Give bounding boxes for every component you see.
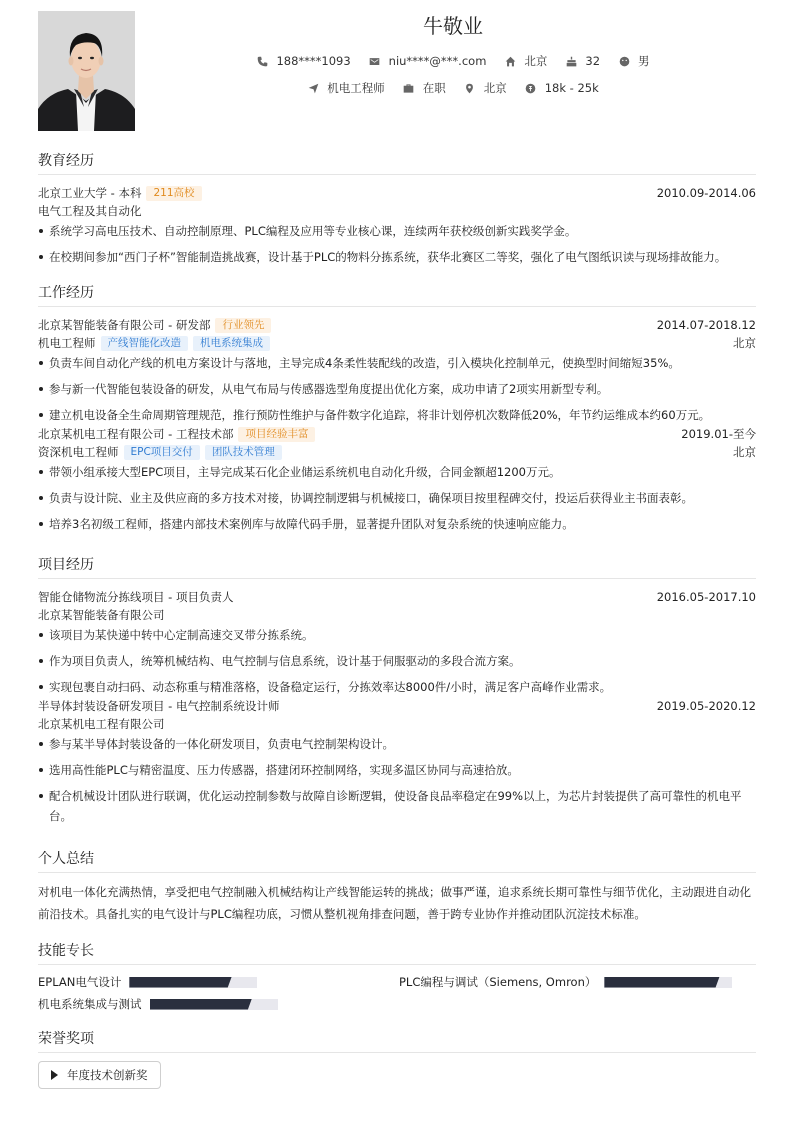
project-header [38,697,756,715]
list-item: 参与某半导体封装设备的一体化研发项目，负责电气控制架构设计。 [38,734,756,754]
section-title: 工作经历 [38,282,756,307]
skill-name: 机电系统集成与测试 [38,997,142,1011]
skill-item [399,974,732,990]
role-tag: EPC项目交付 [124,445,200,460]
list-item: 参与新一代智能包装设备的研发，从电气布局与传感器选型角度提出优化方案，成功申请了2项实用新型专利。 [38,379,756,399]
skill-item [38,996,278,1012]
job-location: 北京 [733,336,756,350]
project-period: 2019.05-2020.12 [656,699,756,713]
job-period: 2014.07-2018.12 [656,318,756,332]
age-value: 32 [585,54,601,68]
status-item [403,80,446,96]
skill-bar [129,977,257,988]
face-icon [618,55,630,67]
section-title: 荣誉奖项 [38,1028,756,1053]
project-bullets [38,734,756,826]
skills-row [38,993,756,1015]
job-role-row [38,443,756,461]
education-header [38,184,756,202]
skill-bar [150,999,278,1010]
section-title: 项目经历 [38,554,756,579]
skills-section [38,940,756,1015]
list-item: 作为项目负责人，统筹机械结构、电气控制与信息系统，设计基于伺服驱动的多段合流方案。 [38,651,756,671]
gender-value: 男 [638,54,650,68]
target-city-value: 北京 [483,81,507,95]
company-name: 北京某机电工程有限公司 - 工程技术部 [38,427,234,441]
skills-row [38,971,756,993]
list-item: 负责车间自动化产线的机电方案设计与落地，主导完成4条柔性装配线的改造，引入模块化控制单元，使换型时间缩短35%。 [38,353,756,373]
education-section [38,150,756,273]
project-name: 智能仓储物流分拣线项目 - 项目负责人 [38,590,234,604]
skill-bar-fill [129,977,231,988]
phone-icon [256,55,268,67]
city-item [504,53,547,69]
list-item: 该项目为某快递中转中心定制高速交叉带分拣系统。 [38,625,756,645]
target-city-item [464,80,507,96]
job-role: 机电工程师 [38,336,96,350]
job-role: 资深机电工程师 [38,445,119,459]
section-title: 技能专长 [38,940,756,965]
skill-bar [604,977,732,988]
city-value: 北京 [524,54,548,68]
coin-icon [525,82,537,94]
company-tag: 项目经验丰富 [238,427,315,442]
email-item [369,54,487,68]
phone-value: 188****1093 [276,54,351,68]
cake-icon [565,55,577,67]
status-value: 在职 [422,81,446,95]
summary-text: 对机电一体化充满热情，享受把电气控制融入机械结构让产线智能运转的挑战；做事严谨，追求系统长期可靠性与细节优化，主动跟进自动化前沿技术。具备扎实的电气设计与PLC编程功底，习惯从整机视角排查问题，善于跨专业协作并推动团队沉淀技术标准。 [38,885,751,921]
company-tag: 行业领先 [215,318,271,333]
list-item: 建立机电设备全生命周期管理规范，推行预防性维护与备件数字化追踪，将非计划停机次数降低20%，年节约运维成本约60万元。 [38,405,756,425]
job-location: 北京 [733,445,756,459]
play-icon [51,1070,58,1080]
job-title-item [307,80,385,96]
home-icon [504,55,516,67]
job-bullets [38,353,756,425]
award-item[interactable] [38,1061,161,1089]
skill-bar-fill [150,999,252,1010]
phone-item [256,54,350,68]
list-item: 带领小组承接大型EPC项目，主导完成某石化企业储运系统机电自动化升级，合同金额超1200万元。 [38,462,756,482]
skill-name: PLC编程与调试（Siemens, Omron） [399,975,597,989]
list-item: 在校期间参加“西门子杯”智能制造挑战赛，设计基于PLC的物料分拣系统，获华北赛区二等奖，强化了电气图纸识读与现场排故能力。 [38,247,756,267]
send-icon [307,82,319,94]
project-company: 北京某机电工程有限公司 [38,717,165,731]
list-item: 选用高性能PLC与精密温度、压力传感器，搭建闭环控制网络，实现多温区协同与高速拾放。 [38,760,756,780]
section-title: 个人总结 [38,848,756,873]
list-item: 负责与设计院、业主及供应商的多方技术对接，协调控制逻辑与机械接口，确保项目按里程碑交付，投运后获得业主书面表彰。 [38,488,756,508]
section-title: 教育经历 [38,150,756,175]
location-pin-icon [464,82,476,94]
project-header [38,588,756,606]
project-name: 半导体封装设备研发项目 - 电气控制系统设计师 [38,699,280,713]
job-period: 2019.01-至今 [681,427,756,441]
list-item: 系统学习高电压技术、自动控制原理、PLC编程及应用等专业核心课，连续两年获校级创新实践奖学金。 [38,221,756,241]
major: 电气工程及其自动化 [38,204,142,218]
company-name: 北京某智能装备有限公司 - 研发部 [38,318,211,332]
projects-section [38,554,756,832]
profile-photo [38,11,135,131]
education-bullets [38,221,756,267]
job-info-row [150,80,756,96]
role-tag: 团队技术管理 [205,445,282,460]
school-tag: 211高校 [146,186,201,201]
job-header [38,316,756,334]
project-company: 北京某智能装备有限公司 [38,608,165,622]
role-tag: 产线智能化改造 [101,336,189,351]
summary-section [38,848,756,925]
list-item: 培养3名初级工程师，搭建内部技术案例库与故障代码手册，显著提升团队对复杂系统的快速响应能力。 [38,514,756,534]
gender-item [618,53,650,69]
contact-info-row [150,53,756,69]
salary-value: 18k - 25k [544,81,599,95]
job-bullets [38,462,756,534]
skill-bar-fill [604,977,719,988]
work-section [38,282,756,540]
role-tag: 机电系统集成 [193,336,270,351]
project-bullets [38,625,756,697]
job-role-row [38,334,756,352]
school-name: 北京工业大学 - 本科 [38,186,142,200]
project-period: 2016.05-2017.10 [656,590,756,604]
job-header [38,425,756,443]
skill-name: EPLAN电气设计 [38,975,122,989]
education-period: 2010.09-2014.06 [656,186,756,200]
briefcase-icon [403,82,415,94]
honors-section [38,1028,756,1089]
list-item: 配合机械设计团队进行联调，优化运动控制参数与故障自诊断逻辑，使设备良品率稳定在99%以上，为芯片封装提供了高可靠性的机电平台。 [38,786,756,826]
skill-item [38,974,399,990]
mail-icon [369,55,381,67]
salary-item [525,81,599,95]
award-name: 年度技术创新奖 [67,1068,148,1082]
email-value: niu****@***.com [388,54,487,68]
candidate-name: 牛敬业 [423,14,483,38]
list-item: 实现包裹自动扫码、动态称重与精准落格，设备稳定运行，分拣效率达8000件/小时，满足客户高峰作业需求。 [38,677,756,697]
job-title-value: 机电工程师 [327,81,385,95]
age-item [565,54,600,68]
